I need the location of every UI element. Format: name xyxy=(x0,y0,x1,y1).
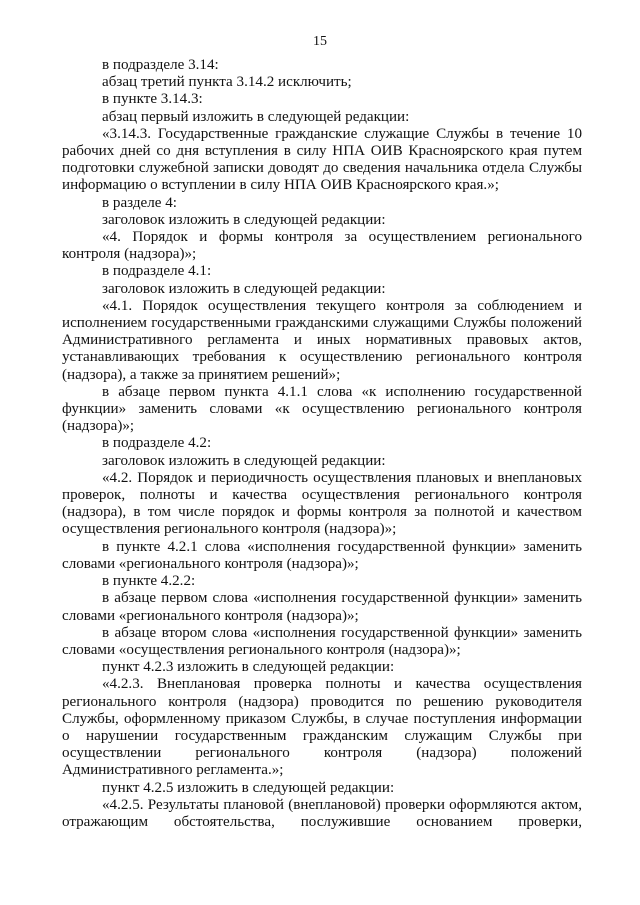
paragraph: «4.2. Порядок и периодичность осуществления плановых и внеплановых проверок, полноты и качества осуществления регионального контроля (надзора), в том числе порядок и формы контроля за полнотой и качеством осуществления регионального контроля (надзора)»; xyxy=(62,469,582,538)
paragraph: заголовок изложить в следующей редакции: xyxy=(102,280,386,297)
paragraph: заголовок изложить в следующей редакции: xyxy=(102,452,386,469)
paragraph: в абзаце втором слова «исполнения государственной функции» заменить словами «осуществления регионального контроля (надзора)»; xyxy=(62,624,582,658)
paragraph: в подразделе 3.14: xyxy=(102,57,219,73)
paragraph: пункт 4.2.3 изложить в следующей редакции: xyxy=(102,659,395,676)
paragraph: «3.14.3. Государственные гражданские служащие Службы в течение 10 рабочих дней со дня вступления в силу НПА ОИВ Красноярского края путем подготовки служебной записки доводят до сведения начальника отдела Службы информацию о вступлении в силу НПА ОИВ Красноярского края.»; xyxy=(62,125,582,194)
paragraph: в разделе 4: xyxy=(102,194,177,211)
paragraph: абзац третий пункта 3.14.2 исключить; xyxy=(102,74,352,91)
page-number: 15 xyxy=(313,34,327,49)
paragraph: в пункте 4.2.2: xyxy=(102,573,196,590)
document-body xyxy=(62,57,582,831)
paragraph: пункт 4.2.5 изложить в следующей редакции: xyxy=(102,779,395,796)
paragraph: в пункте 3.14.3: xyxy=(102,91,203,108)
paragraph: в подразделе 4.2: xyxy=(102,435,212,452)
paragraph: «4.2.5. Результаты плановой (внеплановой) проверки оформляются актом, отражающим обстоятельства, послужившие основанием проверки, xyxy=(62,796,582,830)
paragraph: в пункте 4.2.1 слова «исполнения государственной функции» заменить словами «регионального контроля (надзора)»; xyxy=(62,538,582,572)
paragraph: абзац первый изложить в следующей редакции: xyxy=(102,108,410,125)
paragraph: в подразделе 4.1: xyxy=(102,263,212,280)
paragraph: заголовок изложить в следующей редакции: xyxy=(102,211,386,228)
paragraph: в абзаце первом слова «исполнения государственной функции» заменить словами «регионального контроля (надзора)»; xyxy=(62,590,582,624)
paragraph: «4. Порядок и формы контроля за осуществлением регионального контроля (надзора)»; xyxy=(62,229,582,263)
paragraph: в абзаце первом пункта 4.1.1 слова «к исполнению государственной функции» заменить словами «к осуществлению регионального контроля (надзора)»; xyxy=(62,383,582,435)
paragraph: «4.1. Порядок осуществления текущего контроля за соблюдением и исполнением государственными гражданскими служащими Службы положений Административного регламента и иных нормативных правовых актов, устанавливающих требования к осуществлению регионального контроля (надзора), а также за принятием решений»; xyxy=(62,297,582,383)
paragraph: «4.2.3. Внеплановая проверка полноты и качества осуществления регионального контроля (надзора) проводится по решению руководителя Службы, оформленному приказом Службы, в случае поступления информации о нарушении государственным гражданским служащим Службы при осуществлении регионального контроля (надзора) положений Административного регламента.»; xyxy=(62,676,582,779)
